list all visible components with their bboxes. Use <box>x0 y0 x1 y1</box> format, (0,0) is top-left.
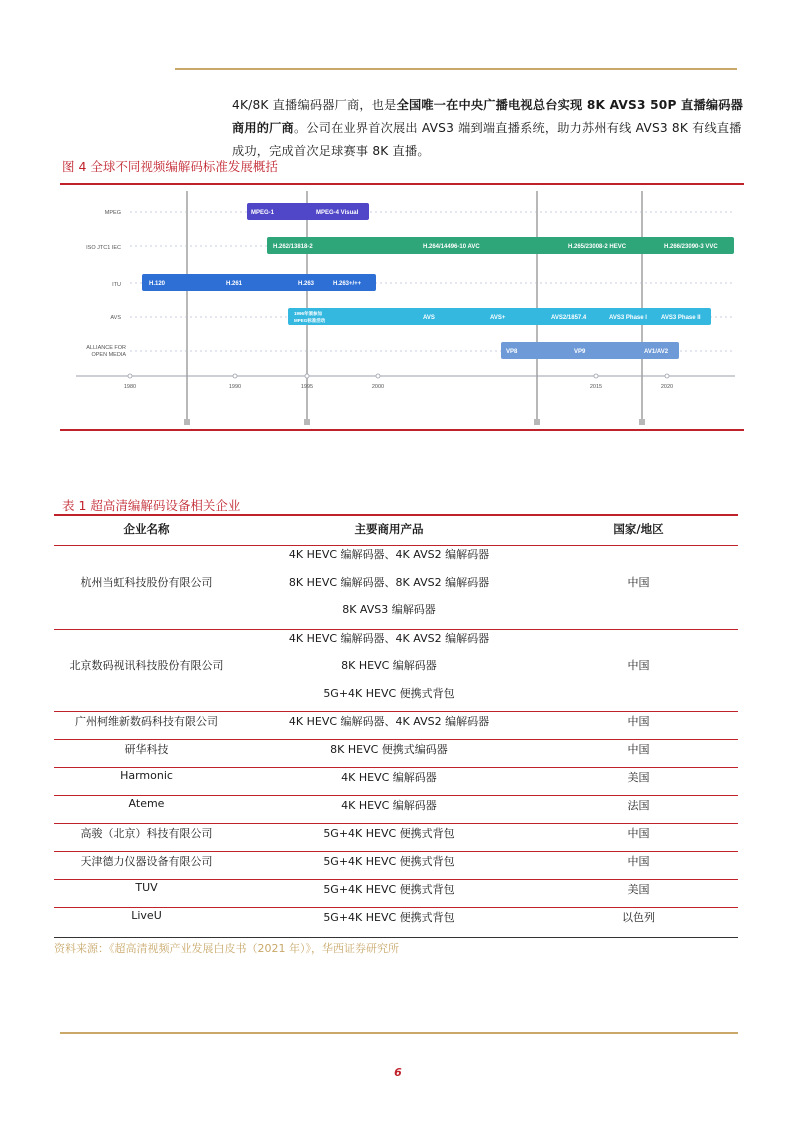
bar-label: AVS <box>423 315 435 321</box>
footer-rule <box>60 1032 738 1034</box>
bar-label: MPEG标准活动 <box>294 318 326 323</box>
year-label: 2015 <box>589 384 603 390</box>
row-label-aom-2: OPEN MEDIA <box>91 352 126 358</box>
vline-foot <box>304 419 310 425</box>
year-label: 1980 <box>123 384 137 390</box>
codec-timeline-chart <box>60 183 744 430</box>
paragraph-text: 4K/8K 直播编码器厂商，也是 <box>232 98 397 112</box>
table-bottom-rule <box>54 937 738 938</box>
bar-label: H.120 <box>149 281 166 287</box>
table-cell-product: 8K HEVC 编解码器 <box>341 659 437 672</box>
table-cell-company: TUV <box>135 881 158 894</box>
axis-tick <box>594 374 598 378</box>
table-cell-company: Harmonic <box>120 769 173 782</box>
figure-title: 图 4 全球不同视频编解码标准发展概括 <box>62 159 278 174</box>
table-cell-country: 中国 <box>627 659 650 672</box>
table-cell-product: 4K HEVC 编解码器、4K AVS2 编解码器 <box>288 715 490 728</box>
table-cell-country: 中国 <box>627 743 650 756</box>
table-cell-country: 中国 <box>627 855 650 868</box>
table-header-products: 主要商用产品 <box>354 522 424 536</box>
table-cell-product: 4K HEVC 编解码器、4K AVS2 编解码器 <box>288 632 490 645</box>
table-cell-country: 美国 <box>627 883 650 896</box>
axis-tick <box>128 374 132 378</box>
table-row-divider <box>54 851 738 852</box>
row-label-itu: ITU <box>112 282 121 288</box>
bar-label: H.261 <box>226 281 243 287</box>
bar-label: MPEG-1 <box>251 210 275 216</box>
table-row-divider <box>54 879 738 880</box>
axis-tick <box>376 374 380 378</box>
table-cell-product: 5G+4K HEVC 便携式背包 <box>323 687 455 700</box>
year-label: 1995 <box>300 384 314 390</box>
source-note: 资料来源：《超高清视频产业发展白皮书（2021 年）》，华西证券研究所 <box>54 942 399 955</box>
table-row-divider <box>54 823 738 824</box>
bar-label: H.262/13818-2 <box>273 244 313 250</box>
axis-tick <box>665 374 669 378</box>
table-cell-company: 广州柯维新数码科技有限公司 <box>75 715 218 728</box>
table-cell-company: LiveU <box>131 909 162 922</box>
vline-foot <box>639 419 645 425</box>
table-cell-country: 法国 <box>627 799 650 812</box>
bar-label: AVS3 Phase I <box>609 315 647 321</box>
table-cell-product: 8K AVS3 编解码器 <box>342 603 436 616</box>
figure-bottom-rule <box>60 429 744 431</box>
table-cell-company: 天津德力仪器设备有限公司 <box>80 855 213 868</box>
companies-table <box>54 514 738 944</box>
bar-label: H.266/23090-3 VVC <box>664 244 718 250</box>
row-label-aom-1: ALLIANCE FOR <box>86 345 126 351</box>
table-cell-product: 5G+4K HEVC 便携式背包 <box>323 911 455 924</box>
row-label-mpeg: MPEG <box>104 210 121 216</box>
axis-tick <box>233 374 237 378</box>
table-row-divider <box>54 767 738 768</box>
table-cell-company: Ateme <box>128 797 165 810</box>
table-cell-product: 4K HEVC 编解码器、4K AVS2 编解码器 <box>288 548 490 561</box>
bar-label: MPEG-4 Visual <box>316 210 359 216</box>
bar-label: VP9 <box>574 349 586 355</box>
table-cell-country: 中国 <box>627 576 650 589</box>
page-number: 6 <box>394 1066 402 1079</box>
paragraph-bold-text: 全国唯一在中央广播电视总台实现 8K AVS3 50P 直播编码器商用的厂商 <box>232 98 743 135</box>
bar-label: VP8 <box>506 349 518 355</box>
table-cell-product: 5G+4K HEVC 便携式背包 <box>323 855 455 868</box>
bar-label: H.263+/++ <box>333 281 362 287</box>
vline-foot <box>184 419 190 425</box>
table-cell-product: 5G+4K HEVC 便携式背包 <box>323 827 455 840</box>
table-cell-country: 美国 <box>627 771 650 784</box>
bar-label: H.263 <box>298 281 315 287</box>
bar-label: H.264/14496-10 AVC <box>423 244 480 250</box>
header-rule <box>175 68 737 70</box>
table-header-company: 企业名称 <box>123 522 170 536</box>
vline-foot <box>534 419 540 425</box>
paragraph-text-continued: 。公司在业界首次展出 AVS3 端到端直播系统，助力苏州有线 AVS3 8K 有线直播成功，完成首次足球赛事 8K 直播。 <box>232 121 742 158</box>
table-row-divider <box>54 907 738 908</box>
year-label: 2020 <box>660 384 674 390</box>
bar-label: H.265/23008-2 HEVC <box>568 244 627 250</box>
table-row-divider <box>54 711 738 712</box>
table-cell-product: 4K HEVC 编解码器 <box>341 771 437 784</box>
year-label: 1990 <box>228 384 242 390</box>
row-label-avs: AVS <box>110 315 121 321</box>
table-cell-product: 8K HEVC 编解码器、8K AVS2 编解码器 <box>288 576 490 589</box>
table-cell-company: 北京数码视讯科技股份有限公司 <box>69 659 224 672</box>
table-cell-product: 5G+4K HEVC 便携式背包 <box>323 883 455 896</box>
bar-label: AV1/AV2 <box>644 349 669 355</box>
bar-label: AVS+ <box>490 315 506 321</box>
table-cell-product: 8K HEVC 便携式编码器 <box>330 743 448 756</box>
table-cell-product: 4K HEVC 编解码器 <box>341 799 437 812</box>
table-cell-country: 中国 <box>627 715 650 728</box>
table-cell-country: 以色列 <box>622 911 655 924</box>
bar-label: AVS3 Phase II <box>661 315 701 321</box>
table-row-divider <box>54 795 738 796</box>
year-label: 2000 <box>371 384 385 390</box>
table-row-divider <box>54 739 738 740</box>
bar-label: 1996年颁参加 <box>294 311 323 316</box>
bar-label: AVS2/1857.4 <box>551 315 587 321</box>
table-cell-company: 高骏（北京）科技有限公司 <box>80 827 213 840</box>
table-cell-country: 中国 <box>627 827 650 840</box>
table-title: 表 1 超高清编解码设备相关企业 <box>62 498 241 513</box>
table-header-country: 国家/地区 <box>613 522 664 536</box>
body-paragraph <box>232 94 750 163</box>
row-label-iso: ISO JTC1 IEC <box>86 245 121 251</box>
table-cell-company: 杭州当虹科技股份有限公司 <box>80 576 213 589</box>
table-cell-company: 研华科技 <box>124 743 169 756</box>
axis-tick <box>305 374 309 378</box>
